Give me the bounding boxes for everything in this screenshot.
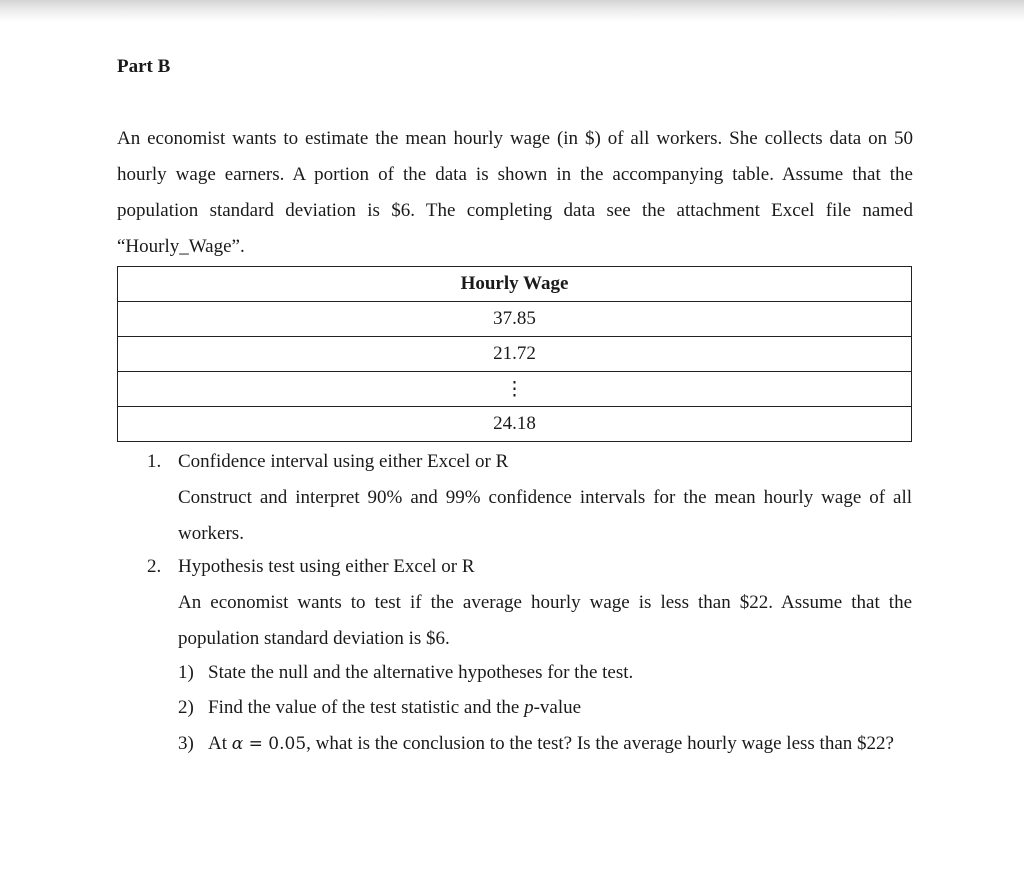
equals-sign: = (243, 734, 269, 754)
question-1-body: Construct and interpret 90% and 99% confidence intervals for the mean hourly wage of all workers. (178, 487, 912, 544)
alpha-symbol: α (231, 734, 244, 754)
table-cell: 24.18 (118, 407, 912, 442)
subitem-3-text (208, 726, 912, 762)
subitem-3-prefix: At (208, 733, 232, 754)
subitem-3-number: 3) (178, 733, 194, 754)
part-heading: Part B (117, 56, 171, 77)
viewer-top-shadow (0, 0, 1024, 22)
question-1-title: Confidence interval using either Excel or R (178, 451, 509, 472)
table-cell: 37.85 (118, 302, 912, 337)
table-row (118, 302, 912, 337)
subitem-2-text (208, 690, 581, 726)
table-row (118, 372, 912, 407)
hourly-wage-table (117, 266, 912, 442)
subitem-3-suffix: , what is the conclusion to the test? Is the average hourly wage less than $22? (306, 733, 894, 754)
table-row (118, 407, 912, 442)
alpha-value: 0.05 (268, 734, 307, 754)
subitem-2-text-before: Find the value of the test statistic and the (208, 697, 525, 718)
table-cell: 21.72 (118, 337, 912, 372)
subitem-1-number: 1) (178, 662, 194, 683)
table-header-row (118, 267, 912, 302)
table-ellipsis-cell: ⋮ (118, 372, 912, 407)
question-2-body: An economist wants to test if the average hourly wage is less than $22. Assume that the population standard deviation is $6. (178, 592, 912, 649)
subitem-2-text-after: -value (533, 697, 582, 718)
subitem-2-number: 2) (178, 697, 194, 718)
table-header-cell: Hourly Wage (118, 267, 912, 302)
question-2-number: 2. (147, 556, 162, 577)
table-row (118, 337, 912, 372)
question-2-title: Hypothesis test using either Excel or R (178, 556, 475, 577)
subitem-1-text: State the null and the alternative hypotheses for the test. (208, 662, 634, 683)
p-italic: p (524, 697, 534, 718)
question-1-number: 1. (147, 451, 162, 472)
intro-paragraph: An economist wants to estimate the mean hourly wage (in $) of all workers. She collects data on 50 hourly wage earners. A portion of the data is shown in the accompanying table. Assume that the population standard deviation is $6. The completing data see the attachment Excel file named “Hourly_Wage”. (117, 128, 913, 257)
